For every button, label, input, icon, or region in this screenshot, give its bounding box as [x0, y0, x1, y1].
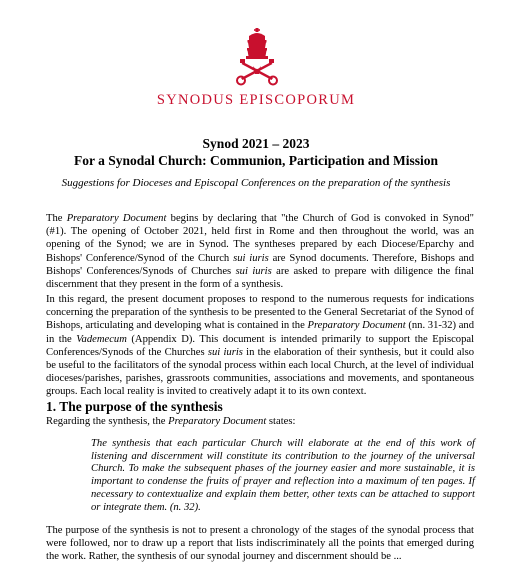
papal-emblem-icon — [235, 28, 279, 86]
paragraph-1: The Preparatory Document begins by declaring that "the Church of God is convoked in Synod" (#1). The opening of October 2021, held first in Rome and then throughout the world, was an opening of the Synod; we are in Synod. The syntheses prepared by each Diocese/Eparchy and Bishops' Conference/Synod of the Church sui iuris are Synod documents. Therefore, Bishops and Bishops' Conferences/Synods of Churches sui iuris are asked to prepare with diligence the final discernment that they present in the form of a synthesis. — [46, 213, 475, 291]
organization-name: SYNODUS EPISCOPORUM — [156, 92, 356, 108]
section-heading: 1. The purpose of the synthesis — [46, 399, 223, 414]
document-title-years: Synod 2021 – 2023 — [202, 136, 310, 151]
block-quote: The synthesis that each particular Church will elaborate at the end of this work of listening and discernment will constitute its contribution to the journey of the universal Church. To make the subsequent phases of the journey easier and more sustainable, it is important to condense the fruits of prayer and reflection into a maximum of ten pages. If necessary to contextualize and explain them better, other texts can be attached to support or integrate them. (n. 32). — [91, 438, 475, 513]
document-subtitle: Suggestions for Dioceses and Episcopal Conferences on the preparation of the synthesis — [61, 177, 451, 189]
paragraph-3: The purpose of the synthesis is not to present a chronology of the stages of the synodal process that were followed, nor to draw up a report that lists indiscriminately all the points that emerged during the work. Rather, the synthesis of our synodal journey and discernment should be ... — [46, 525, 474, 563]
section-intro: Regarding the synthesis, the Preparatory Document states: — [46, 416, 296, 427]
document-title: For a Synodal Church: Communion, Participation and Mission — [73, 153, 439, 168]
paragraph-2: In this regard, the present document proposes to respond to the numerous requests for indications concerning the preparation of the synthesis to be presented to the General Secretariat of the Synod of Bishops, articulating and developing what is contained in the Preparatory Document (nn. 31-32) and in the Vademecum (Appendix D). This document is intended primarily to support the Episcopal Conferences/Synods of the Churches sui iuris in the elaboration of their synthesis, but it could also be useful to the facilitators of the synodal process within each local Church, at the level of individual dioceses/parishes, parishes, grassroots communities, associations and movements, and spontaneous groups. Each local reality is invited to creatively adapt it to its own context. — [46, 294, 475, 398]
